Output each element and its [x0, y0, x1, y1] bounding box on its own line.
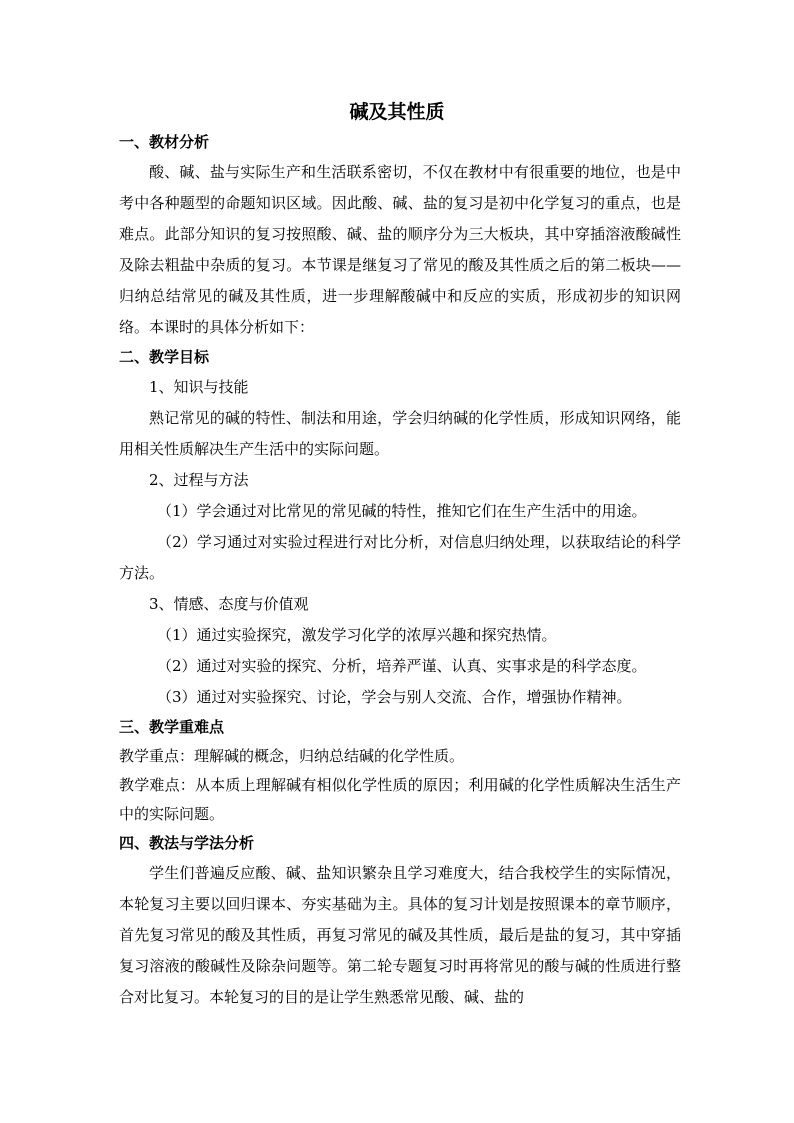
- section-heading-key-points: 三、教学重难点: [119, 718, 225, 736]
- subheading-knowledge-skills: 1、知识与技能: [149, 378, 249, 396]
- list-item-process-2: （2）学习通过对实验过程进行对比分析，对信息归纳处理，以获取结论的科学方法。: [119, 533, 681, 582]
- section-heading-textbook-analysis: 一、教材分析: [119, 133, 210, 151]
- paragraph-textbook-analysis: 酸、碱、盐与实际生产和生活联系密切，不仅在教材中有很重要的地位，也是中考中各种题型的命题知识区域。因此酸、碱、盐的复习是初中化学复习的重点，也是难点。此部分知识的复习按照酸、碱、盐的顺序分为三大板块，其中穿插溶液酸碱性及除去粗盐中杂质的复习。本节课是继复习了常见的酸及其性质之后的第二板块——归纳总结常见的碱及其性质，进一步理解酸碱中和反应的实质，形成初步的知识网络。本课时的具体分析如下：: [119, 163, 681, 336]
- section-heading-methods: 四、教法与学法分析: [119, 834, 255, 852]
- paragraph-key-point: 教学重点：理解碱的概念，归纳总结碱的化学性质。: [119, 747, 465, 765]
- section-heading-teaching-goals: 二、教学目标: [119, 348, 210, 366]
- list-item-emotion-3: （3）通过对实验探究、讨论，学会与别人交流、合作，增强协作精神。: [157, 688, 632, 706]
- subheading-process-method: 2、过程与方法: [149, 471, 249, 489]
- subheading-emotion-attitude: 3、情感、态度与价值观: [149, 595, 309, 613]
- document-title: 碱及其性质: [349, 101, 445, 123]
- paragraph-knowledge-skills: 熟记常见的碱的特性、制法和用途，学会归纳碱的化学性质，形成知识网络，能用相关性质解决生产生活中的实际问题。: [119, 409, 681, 458]
- paragraph-difficult-point: 教学难点：从本质上理解碱有相似化学性质的原因；利用碱的化学性质解决生活生产中的实际问题。: [119, 776, 681, 823]
- paragraph-methods: 学生们普遍反应酸、碱、盐知识繁杂且学习难度大，结合我校学生的实际情况，本轮复习主要以回归课本、夯实基础为主。具体的复习计划是按照课本的章节顺序，首先复习常见的酸及其性质，再复习常见的碱及其性质，最后是盐的复习，其中穿插复习溶液的酸碱性及除杂问题等。第二轮专题复习时再将常见的酸与碱的性质进行整合对比复习。本轮复习的目的是让学生熟悉常见酸、碱、盐的: [119, 864, 681, 1006]
- list-item-emotion-1: （1）通过实验探究，激发学习化学的浓厚兴趣和探究热情。: [157, 626, 557, 644]
- document-body: [119, 128, 681, 1013]
- list-item-process-1: （1）学会通过对比常见的常见碱的特性，推知它们在生产生活中的用途。: [157, 502, 647, 520]
- list-item-emotion-2: （2）通过对实验的探究、分析，培养严谨、认真、实事求是的科学态度。: [157, 657, 647, 675]
